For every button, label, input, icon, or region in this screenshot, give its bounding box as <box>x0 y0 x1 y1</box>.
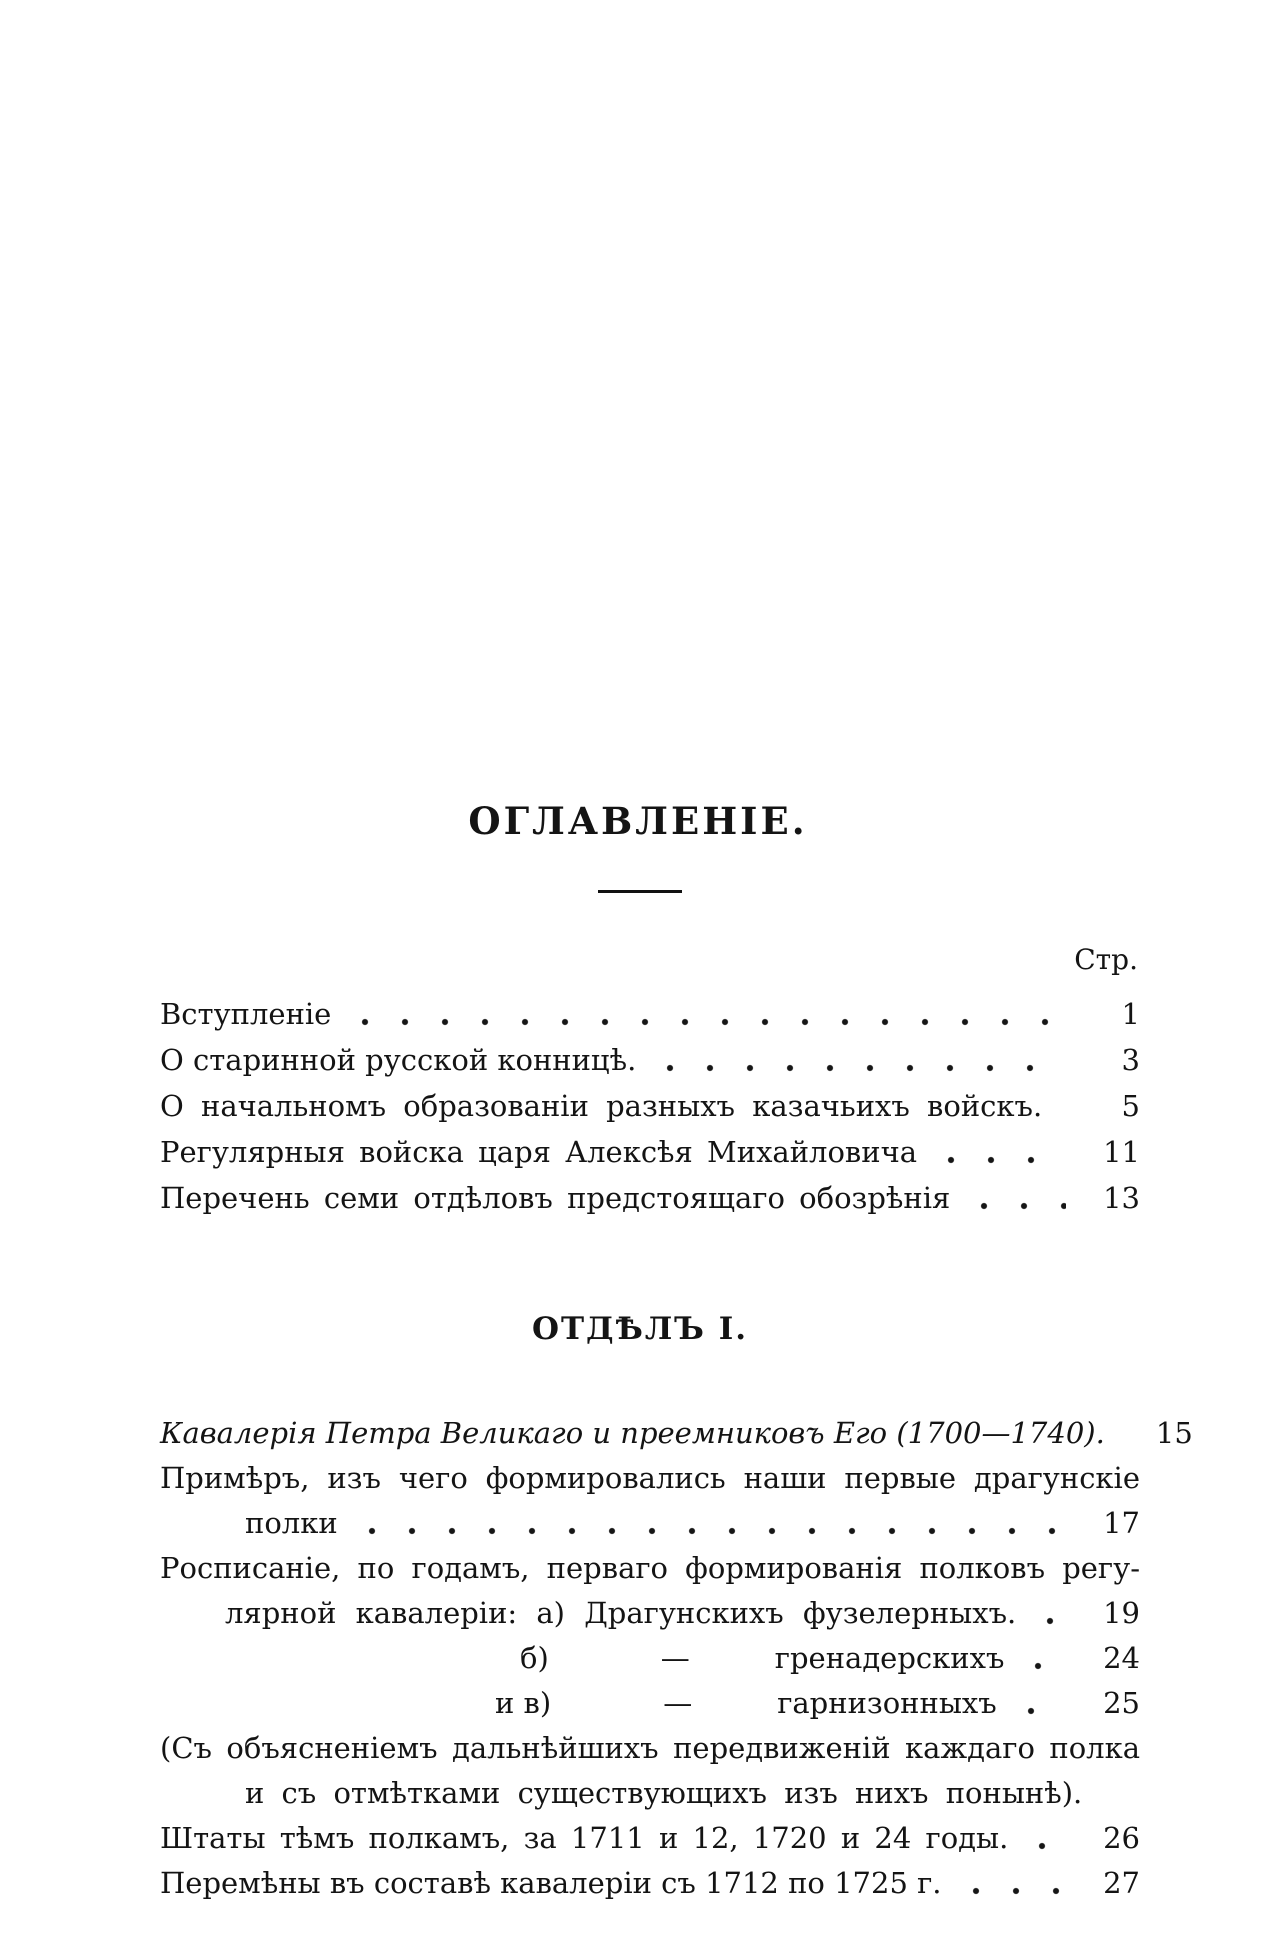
page-title: ОГЛАВЛЕНІЕ. <box>468 799 808 843</box>
title-divider-rule <box>598 890 682 893</box>
toc-entry-label: полки <box>245 1506 338 1540</box>
toc-entry-label: гренадерскихъ <box>774 1641 1005 1675</box>
dot-leader <box>1030 1591 1066 1636</box>
toc-note-line <box>160 1726 1140 1771</box>
toc-subentry <box>160 1681 1140 1726</box>
dot-leader <box>956 1861 1066 1906</box>
dot-leader <box>345 991 1066 1037</box>
subentry-spacer <box>160 1712 495 1713</box>
toc-subentry-prefix: и в) <box>495 1686 552 1720</box>
toc-subentry-prefix: б) <box>520 1641 549 1675</box>
toc-entry-page: 1 <box>1121 997 1140 1031</box>
page-column-header: Стр. <box>1074 943 1138 976</box>
toc-entry-label: лярной кавалеріи: а) Драгунскихъ фузелерныхъ. <box>225 1596 1017 1630</box>
toc-entry-label: Перечень семи отдѣловъ предстоящаго обозрѣнія <box>160 1181 951 1215</box>
toc-entry-label: Кавалерія Петра Великаго и преемниковъ Его (1700—1740). <box>160 1416 1105 1450</box>
toc-entry-label: Вступленіе <box>160 997 332 1031</box>
toc-entry-label: гарнизонныхъ <box>777 1686 997 1720</box>
toc-entry-page: 5 <box>1121 1089 1140 1123</box>
dot-leader <box>650 1037 1066 1083</box>
toc-entry-page: 11 <box>1103 1135 1140 1169</box>
toc-note-text: и съ отмѣтками существующихъ изъ нихъ понынѣ). <box>245 1776 1083 1810</box>
dot-leader <box>931 1129 1066 1175</box>
toc-entry-continuation <box>160 1456 1140 1501</box>
toc-entry <box>160 1411 1193 1456</box>
dot-leader <box>352 1501 1066 1546</box>
toc-subentry <box>160 1636 1140 1681</box>
toc-entry-page: 13 <box>1103 1181 1140 1215</box>
toc-entry-page: 27 <box>1103 1866 1140 1900</box>
toc-entry-page: 26 <box>1103 1821 1140 1855</box>
dot-leader <box>1022 1816 1066 1861</box>
toc-entry-label: Перемѣны въ составѣ кавалеріи съ 1712 по 1725 г. <box>160 1866 942 1900</box>
toc-entry-label: О начальномъ образованіи разныхъ казачьихъ войскъ. <box>160 1089 1043 1123</box>
section-heading: ОТДѢЛЪ I. <box>531 1311 749 1347</box>
dot-leader <box>1018 1636 1066 1681</box>
page-content <box>160 0 1193 1906</box>
toc-entry-page: 17 <box>1103 1506 1140 1540</box>
ditto-dash: — <box>663 1686 693 1720</box>
ditto-dash: — <box>660 1641 690 1675</box>
toc-entry-page: 15 <box>1155 1416 1193 1450</box>
toc-entry <box>160 1129 1140 1175</box>
toc-entry-label: Штаты тѣмъ полкамъ, за 1711 и 12, 1720 и 24 годы. <box>160 1821 1009 1855</box>
toc-note-text: (Съ объясненіемъ дальнѣйшихъ передвиженій каждаго полка <box>160 1731 1140 1765</box>
subentry-spacer <box>160 1667 520 1668</box>
toc-entry-label: О старинной русской конницѣ. <box>160 1043 637 1077</box>
toc-entry-page: 24 <box>1103 1641 1140 1675</box>
toc-entry <box>160 1591 1140 1636</box>
toc-entry-continuation <box>160 1546 1140 1591</box>
dot-leader <box>1056 1083 1066 1129</box>
toc-entry-label: Росписаніе, по годамъ, перваго формированія полковъ регу- <box>160 1551 1140 1585</box>
toc-entry <box>160 1501 1140 1546</box>
toc-entry <box>160 991 1140 1037</box>
toc-entry-page: 25 <box>1103 1686 1140 1720</box>
toc-note-line <box>160 1771 1140 1816</box>
toc-section-list <box>160 1411 1193 1906</box>
dot-leader <box>1011 1681 1066 1726</box>
toc-entry <box>160 1861 1140 1906</box>
toc-entry <box>160 1083 1140 1129</box>
toc-entry <box>160 1816 1140 1861</box>
dot-leader <box>964 1175 1066 1221</box>
toc-entry-page: 19 <box>1103 1596 1140 1630</box>
toc-main-list <box>160 991 1140 1221</box>
toc-entry-label: Регулярныя войска царя Алексѣя Михайловича <box>160 1135 918 1169</box>
toc-entry <box>160 1175 1140 1221</box>
toc-entry <box>160 1037 1140 1083</box>
toc-entry-page: 3 <box>1121 1043 1140 1077</box>
toc-entry-label: Примѣръ, изъ чего формировались наши первые драгунскіе <box>160 1461 1140 1495</box>
